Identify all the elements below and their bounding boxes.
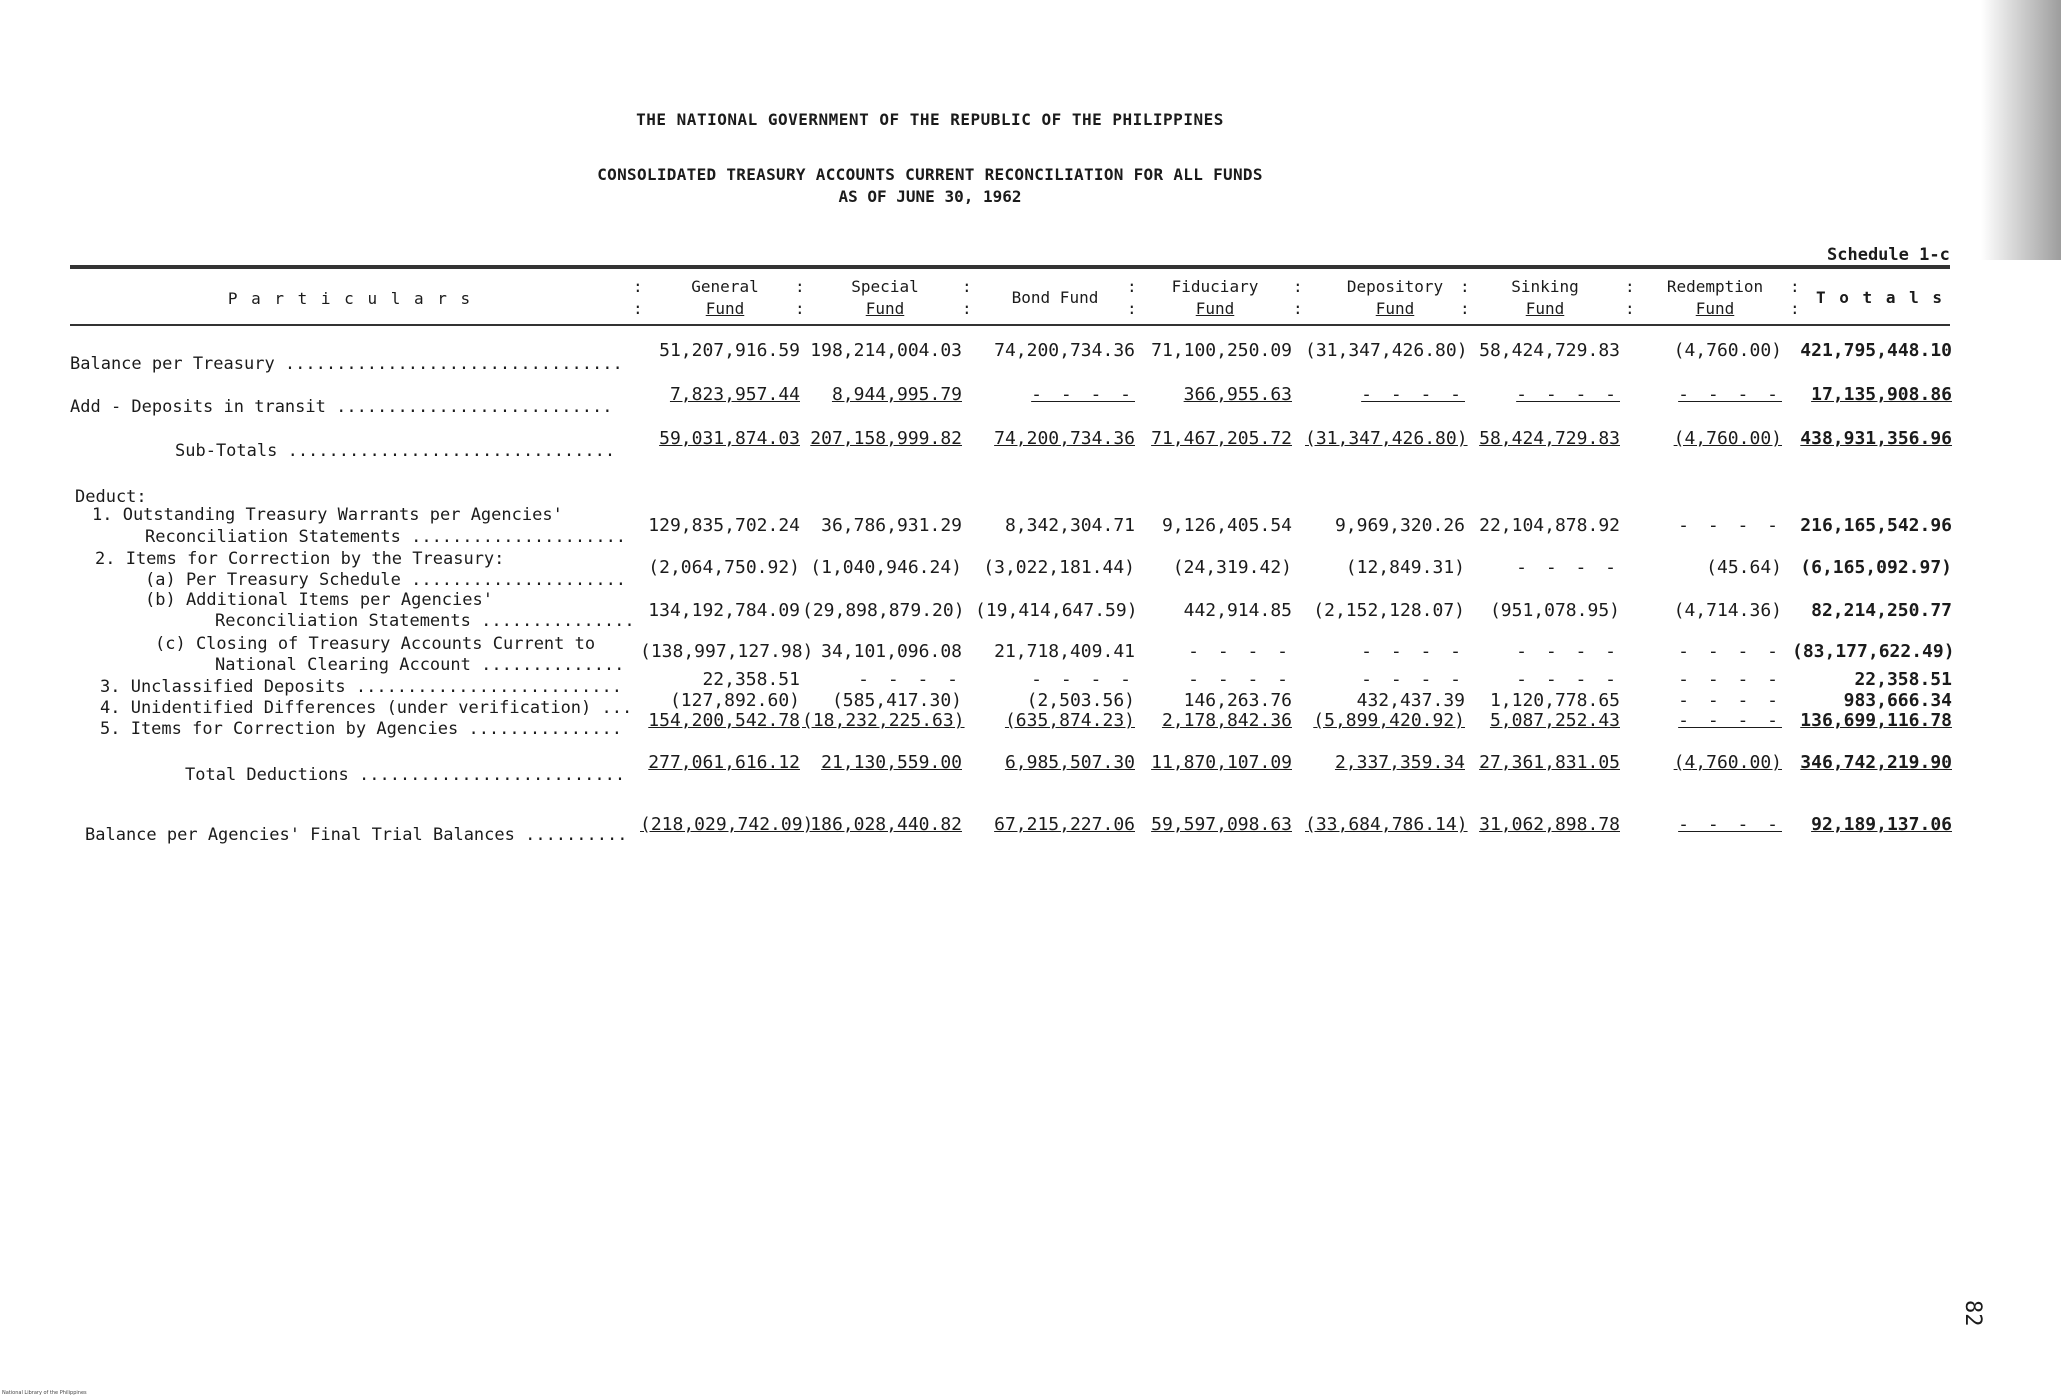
cell-total-deductions-sinking: 27,361,831.05 bbox=[1479, 752, 1620, 773]
page-edge-shadow bbox=[1981, 0, 2061, 260]
header-totals: T o t a l s bbox=[1816, 288, 1944, 307]
cell-item2a-sinking: - - - - bbox=[1516, 557, 1620, 578]
label-deduct: Deduct: bbox=[75, 487, 147, 507]
label-item1-cont: Reconciliation Statements ..................... bbox=[145, 527, 627, 547]
cell-total-deductions-redemption: (4,760.00) bbox=[1673, 752, 1782, 773]
header-colon: : : bbox=[1127, 277, 1137, 318]
cell-subtotals-special: 207,158,999.82 bbox=[810, 428, 962, 449]
cell-item2b-sinking: (951,078.95) bbox=[1489, 600, 1620, 621]
cell-subtotals-sinking: 58,424,729.83 bbox=[1479, 428, 1620, 449]
cell-item5-bond: (635,874.23) bbox=[1004, 710, 1135, 731]
cell-deposits-transit-sinking: - - - - bbox=[1516, 384, 1620, 405]
header-general-fund: General Fund bbox=[691, 277, 759, 318]
cell-item2b-general: 134,192,784.09 bbox=[648, 600, 800, 621]
label-item2c: (c) Closing of Treasury Accounts Current to bbox=[155, 634, 596, 654]
cell-item3-bond: - - - - bbox=[1031, 669, 1135, 690]
cell-item4-fiduciary: 146,263.76 bbox=[1183, 690, 1292, 711]
cell-item2b-depository: (2,152,128.07) bbox=[1313, 600, 1465, 621]
footer-credit: National Library of the Philippines bbox=[2, 1390, 87, 1396]
cell-balance-treasury-general: 51,207,916.59 bbox=[659, 340, 800, 361]
cell-balance-treasury-fiduciary: 71,100,250.09 bbox=[1151, 340, 1292, 361]
cell-balance-treasury-bond: 74,200,734.36 bbox=[994, 340, 1135, 361]
header-colon: : : bbox=[1625, 277, 1635, 318]
cell-final-balance-totals: 92,189,137.06 bbox=[1811, 814, 1952, 835]
cell-item3-fiduciary: - - - - bbox=[1188, 669, 1292, 690]
cell-item5-fiduciary: 2,178,842.36 bbox=[1161, 710, 1292, 731]
header-special-fund: Special Fund bbox=[851, 277, 919, 318]
cell-item2a-general: (2,064,750.92) bbox=[648, 557, 800, 578]
cell-subtotals-redemption: (4,760.00) bbox=[1673, 428, 1782, 449]
page-number: 82 bbox=[1960, 1300, 1985, 1327]
cell-item3-general: 22,358.51 bbox=[702, 669, 800, 690]
cell-item1-fiduciary: 9,126,405.54 bbox=[1161, 515, 1292, 536]
header-bond-fund: Bond Fund bbox=[1011, 288, 1099, 307]
cell-subtotals-totals: 438,931,356.96 bbox=[1800, 428, 1952, 449]
cell-item2b-totals: 82,214,250.77 bbox=[1811, 600, 1952, 621]
cell-item5-totals: 136,699,116.78 bbox=[1800, 710, 1952, 731]
cell-total-deductions-bond: 6,985,507.30 bbox=[1004, 752, 1135, 773]
cell-item2c-sinking: - - - - bbox=[1516, 641, 1620, 662]
report-title: CONSOLIDATED TREASURY ACCOUNTS CURRENT RECONCILIATION FOR ALL FUNDS bbox=[597, 165, 1263, 184]
header-depository-fund: Depository Fund bbox=[1346, 277, 1444, 318]
cell-item2a-depository: (12,849.31) bbox=[1345, 557, 1465, 578]
cell-final-balance-special: 186,028,440.82 bbox=[810, 814, 962, 835]
cell-balance-treasury-special: 198,214,004.03 bbox=[810, 340, 962, 361]
cell-item4-depository: 432,437.39 bbox=[1356, 690, 1465, 711]
cell-balance-treasury-redemption: (4,760.00) bbox=[1673, 340, 1782, 361]
cell-item2a-redemption: (45.64) bbox=[1706, 557, 1782, 578]
cell-balance-treasury-totals: 421,795,448.10 bbox=[1800, 340, 1952, 361]
cell-item5-special: (18,232,225.63) bbox=[802, 710, 965, 731]
cell-deposits-transit-bond: - - - - bbox=[1031, 384, 1135, 405]
header-particulars: P a r t i c u l a r s bbox=[227, 289, 473, 308]
label-item2b: (b) Additional Items per Agencies' bbox=[145, 590, 493, 610]
cell-item4-redemption: - - - - bbox=[1678, 690, 1782, 711]
cell-item2b-redemption: (4,714.36) bbox=[1673, 600, 1782, 621]
cell-final-balance-depository: (33,684,786.14) bbox=[1305, 814, 1468, 835]
label-deposits-in-transit: Add - Deposits in transit ........................... bbox=[70, 397, 613, 417]
cell-item1-bond: 8,342,304.71 bbox=[1004, 515, 1135, 536]
cell-balance-treasury-depository: (31,347,426.80) bbox=[1305, 340, 1468, 361]
cell-final-balance-redemption: - - - - bbox=[1678, 814, 1782, 835]
cell-item2c-bond: 21,718,409.41 bbox=[994, 641, 1135, 662]
cell-item2b-fiduciary: 442,914.85 bbox=[1183, 600, 1292, 621]
header-colon: : : bbox=[633, 277, 643, 318]
document-title: THE NATIONAL GOVERNMENT OF THE REPUBLIC OF THE PHILIPPINES bbox=[636, 110, 1224, 129]
cell-item1-sinking: 22,104,878.92 bbox=[1479, 515, 1620, 536]
header-colon: : : bbox=[1293, 277, 1303, 318]
cell-total-deductions-special: 21,130,559.00 bbox=[821, 752, 962, 773]
cell-final-balance-bond: 67,215,227.06 bbox=[994, 814, 1135, 835]
cell-item2a-fiduciary: (24,319.42) bbox=[1172, 557, 1292, 578]
cell-item1-general: 129,835,702.24 bbox=[648, 515, 800, 536]
cell-item3-totals: 22,358.51 bbox=[1854, 669, 1952, 690]
cell-deposits-transit-special: 8,944,995.79 bbox=[831, 384, 962, 405]
label-total-deductions: Total Deductions .......................... bbox=[185, 765, 626, 785]
cell-deposits-transit-general: 7,823,957.44 bbox=[669, 384, 800, 405]
cell-item4-general: (127,892.60) bbox=[669, 690, 800, 711]
cell-final-balance-sinking: 31,062,898.78 bbox=[1479, 814, 1620, 835]
cell-item4-sinking: 1,120,778.65 bbox=[1489, 690, 1620, 711]
header-colon: : : bbox=[962, 277, 972, 318]
header-colon: : : bbox=[795, 277, 805, 318]
cell-item5-depository: (5,899,420.92) bbox=[1313, 710, 1465, 731]
label-final-balance: Balance per Agencies' Final Trial Balances .......... bbox=[85, 825, 628, 845]
cell-item1-special: 36,786,931.29 bbox=[821, 515, 962, 536]
cell-item2b-special: (29,898,879.20) bbox=[802, 600, 965, 621]
cell-final-balance-general: (218,029,742.09) bbox=[640, 814, 814, 835]
cell-item5-general: 154,200,542.78 bbox=[648, 710, 800, 731]
cell-item4-bond: (2,503.56) bbox=[1026, 690, 1135, 711]
cell-item2a-bond: (3,022,181.44) bbox=[983, 557, 1135, 578]
cell-item1-totals: 216,165,542.96 bbox=[1800, 515, 1952, 536]
cell-item3-redemption: - - - - bbox=[1678, 669, 1782, 690]
label-balance-per-treasury: Balance per Treasury ................................. bbox=[70, 354, 623, 374]
header-sinking-fund: Sinking Fund bbox=[1511, 277, 1579, 318]
cell-subtotals-fiduciary: 71,467,205.72 bbox=[1151, 428, 1292, 449]
cell-subtotals-depository: (31,347,426.80) bbox=[1305, 428, 1468, 449]
header-rule-bottom bbox=[70, 324, 1950, 326]
label-item2b-cont: Reconciliation Statements ............... bbox=[215, 611, 635, 631]
cell-item2b-bond: (19,414,647.59) bbox=[975, 600, 1138, 621]
cell-total-deductions-general: 277,061,616.12 bbox=[648, 752, 800, 773]
cell-item3-depository: - - - - bbox=[1361, 669, 1465, 690]
schedule-label: Schedule 1-c bbox=[1827, 245, 1950, 269]
header-colon: : : bbox=[1460, 277, 1470, 318]
header-fiduciary-fund: Fiduciary Fund bbox=[1171, 277, 1259, 318]
cell-subtotals-general: 59,031,874.03 bbox=[659, 428, 800, 449]
label-item2: 2. Items for Correction by the Treasury: bbox=[95, 549, 505, 569]
cell-item2a-totals: (6,165,092.97) bbox=[1800, 557, 1952, 578]
cell-deposits-transit-totals: 17,135,908.86 bbox=[1811, 384, 1952, 405]
cell-item2c-redemption: - - - - bbox=[1678, 641, 1782, 662]
cell-item1-redemption: - - - - bbox=[1678, 515, 1782, 536]
cell-item2c-totals: (83,177,622.49) bbox=[1792, 641, 1955, 662]
cell-item2c-special: 34,101,096.08 bbox=[821, 641, 962, 662]
label-item5: 5. Items for Correction by Agencies ............... bbox=[100, 719, 622, 739]
cell-total-deductions-totals: 346,742,219.90 bbox=[1800, 752, 1952, 773]
cell-final-balance-fiduciary: 59,597,098.63 bbox=[1151, 814, 1292, 835]
cell-total-deductions-fiduciary: 11,870,107.09 bbox=[1151, 752, 1292, 773]
cell-item4-totals: 983,666.34 bbox=[1843, 690, 1952, 711]
cell-deposits-transit-depository: - - - - bbox=[1361, 384, 1465, 405]
cell-deposits-transit-redemption: - - - - bbox=[1678, 384, 1782, 405]
label-item4: 4. Unidentified Differences (under verification) ... bbox=[100, 698, 633, 718]
label-item3: 3. Unclassified Deposits .......................... bbox=[100, 677, 622, 697]
cell-item5-sinking: 5,087,252.43 bbox=[1489, 710, 1620, 731]
cell-total-deductions-depository: 2,337,359.34 bbox=[1334, 752, 1465, 773]
cell-item4-special: (585,417.30) bbox=[831, 690, 962, 711]
report-date: AS OF JUNE 30, 1962 bbox=[838, 187, 1022, 206]
cell-item2c-depository: - - - - bbox=[1361, 641, 1465, 662]
cell-item2c-fiduciary: - - - - bbox=[1188, 641, 1292, 662]
cell-item3-sinking: - - - - bbox=[1516, 669, 1620, 690]
cell-item3-special: - - - - bbox=[858, 669, 962, 690]
label-item2c-cont: National Clearing Account .............. bbox=[215, 655, 625, 675]
cell-balance-treasury-sinking: 58,424,729.83 bbox=[1479, 340, 1620, 361]
header-rule-top bbox=[70, 265, 1950, 269]
cell-deposits-transit-fiduciary: 366,955.63 bbox=[1183, 384, 1292, 405]
header-redemption-fund: Redemption Fund bbox=[1666, 277, 1764, 318]
label-item2a: (a) Per Treasury Schedule ..................... bbox=[145, 570, 627, 590]
label-subtotals: Sub-Totals ................................ bbox=[175, 441, 616, 461]
cell-item2a-special: (1,040,946.24) bbox=[810, 557, 962, 578]
label-item1: 1. Outstanding Treasury Warrants per Agencies' bbox=[92, 505, 563, 525]
cell-item5-redemption: - - - - bbox=[1678, 710, 1782, 731]
header-colon: : : bbox=[1790, 277, 1800, 318]
cell-item1-depository: 9,969,320.26 bbox=[1334, 515, 1465, 536]
cell-item2c-general: (138,997,127.98) bbox=[640, 641, 814, 662]
cell-subtotals-bond: 74,200,734.36 bbox=[994, 428, 1135, 449]
